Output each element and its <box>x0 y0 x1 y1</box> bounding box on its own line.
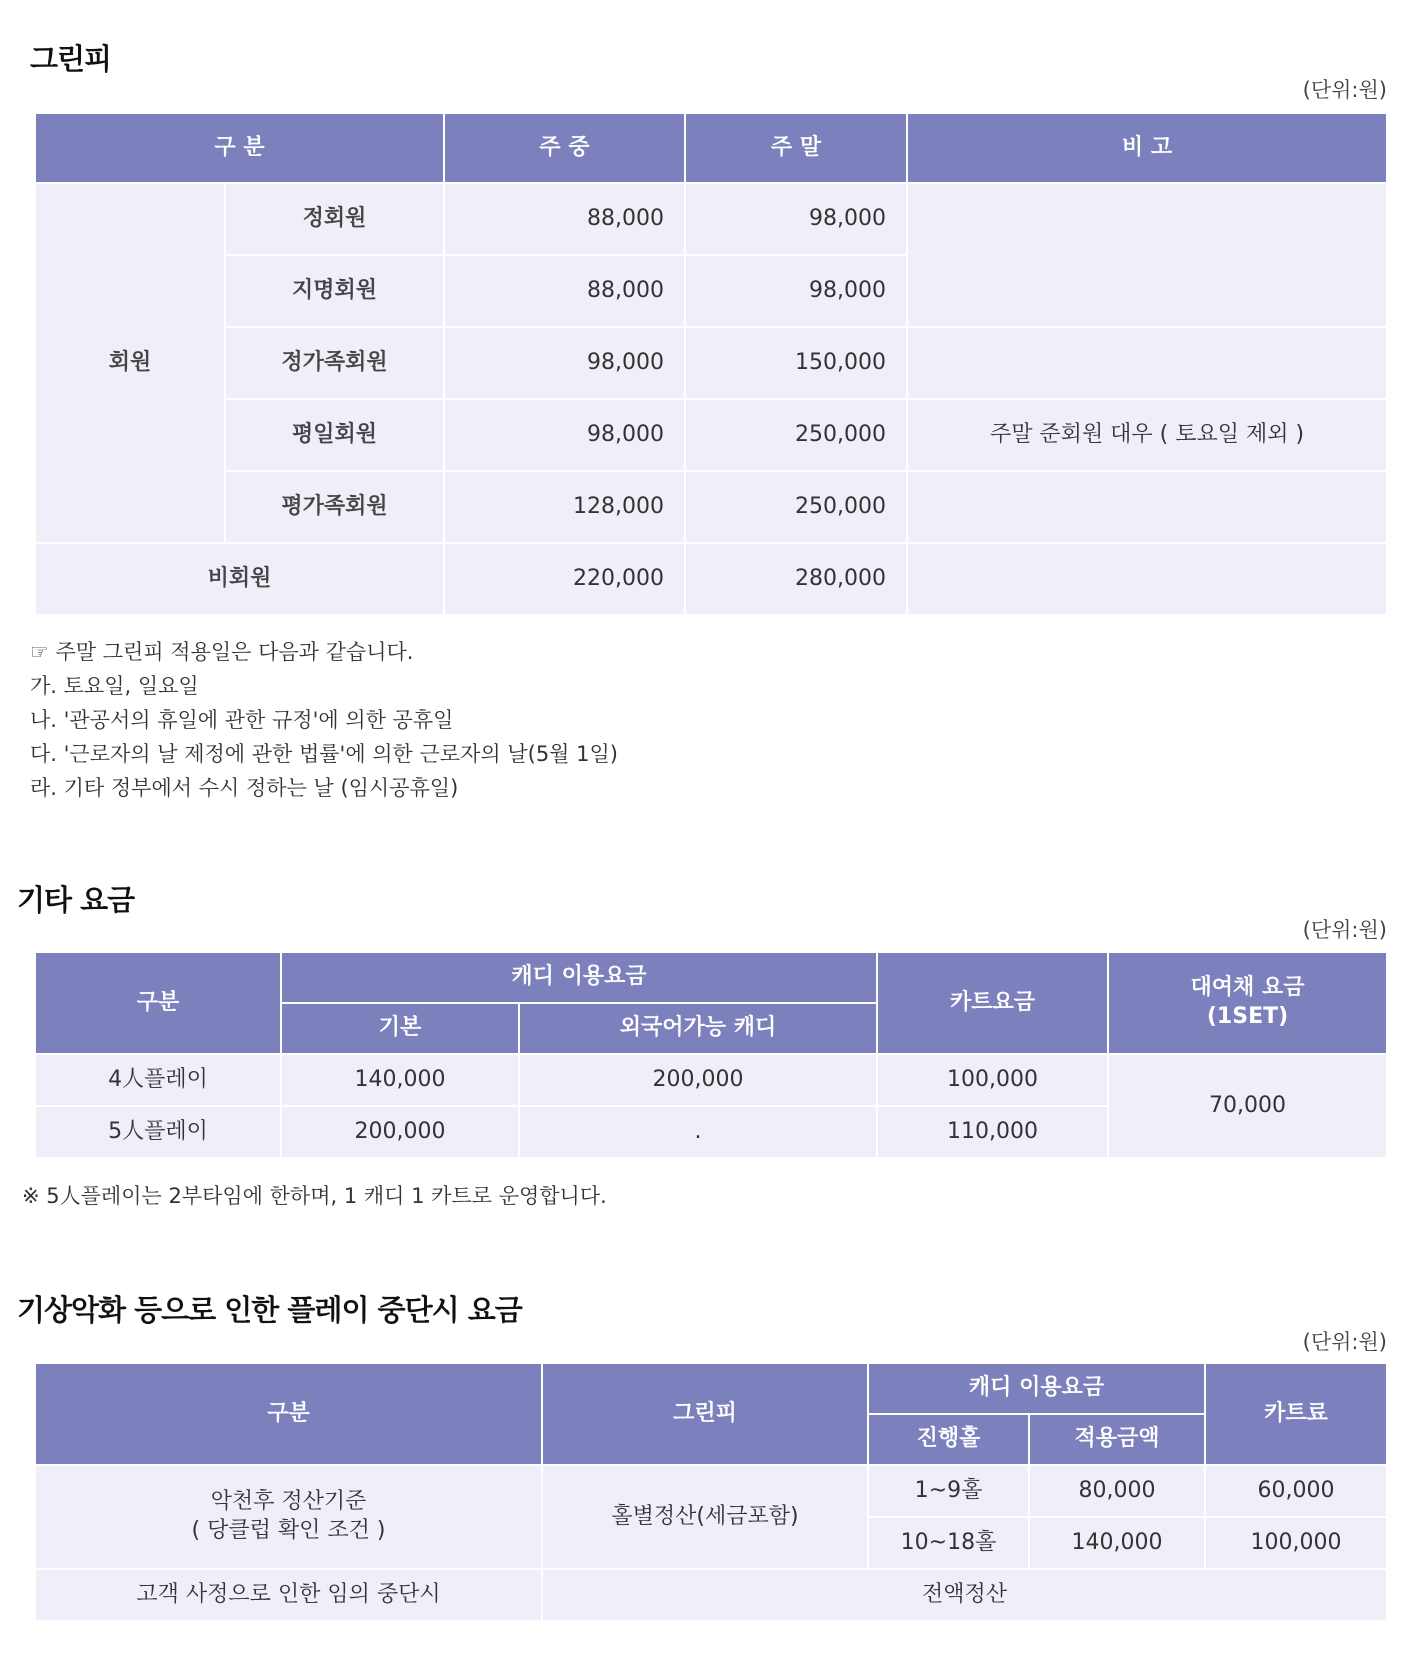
member-type: 평가족회원 <box>225 471 444 543</box>
member-type: 정가족회원 <box>225 327 444 399</box>
table-row <box>35 1569 1387 1621</box>
header-category: 구 분 <box>35 113 444 183</box>
cart-fee: 100,000 <box>1205 1517 1387 1569</box>
greenfee-rule: 홀별정산(세금포함) <box>542 1465 868 1569</box>
table-row <box>35 1465 1387 1517</box>
note-line: 라. 기타 정부에서 수시 정하는 날 (임시공휴일) <box>30 776 459 800</box>
play-type: 4人플레이 <box>35 1054 281 1106</box>
header-cart: 카트료 <box>1205 1363 1387 1465</box>
header-weekday: 주 중 <box>444 113 685 183</box>
bad-weather-label <box>35 1465 542 1569</box>
basic-fee: 140,000 <box>281 1054 519 1106</box>
weekday-fee: 88,000 <box>444 255 685 327</box>
rental-fee: 70,000 <box>1108 1054 1387 1158</box>
header-greenfee: 그린피 <box>542 1363 868 1465</box>
greenfee-notes <box>30 635 618 805</box>
play-type: 5人플레이 <box>35 1106 281 1158</box>
header-category: 구분 <box>35 1363 542 1465</box>
other-fees-unit-label: (단위:원) <box>1302 918 1387 942</box>
weekday-fee: 98,000 <box>444 399 685 471</box>
weekend-fee: 280,000 <box>685 543 907 615</box>
header-category: 구분 <box>35 952 281 1054</box>
weekend-fee: 98,000 <box>685 183 907 255</box>
greenfee-table <box>34 112 1388 616</box>
weekend-fee: 250,000 <box>685 471 907 543</box>
weather-unit-label: (단위:원) <box>1302 1330 1387 1354</box>
weekend-fee: 98,000 <box>685 255 907 327</box>
greenfee-title: 그린피 <box>30 42 112 76</box>
other-fees-footnote: ※ 5人플레이는 2부타임에 한하며, 1 캐디 1 카트로 운영합니다. <box>22 1184 607 1208</box>
header-rental-line2: (1SET) <box>1206 1004 1289 1029</box>
weekday-fee: 128,000 <box>444 471 685 543</box>
cart-fee: 110,000 <box>877 1106 1108 1158</box>
weather-table <box>34 1362 1388 1622</box>
weather-title: 기상악화 등으로 인한 플레이 중단시 요금 <box>17 1293 522 1327</box>
weekday-fee: 98,000 <box>444 327 685 399</box>
table-row <box>35 399 1387 471</box>
other-fees-title: 기타 요금 <box>17 883 135 917</box>
other-fees-table <box>34 951 1388 1159</box>
caddie-amount: 80,000 <box>1029 1465 1205 1517</box>
greenfee-unit-label: (단위:원) <box>1302 78 1387 102</box>
nonmember-label: 비회원 <box>35 543 444 615</box>
customer-stop-label: 고객 사정으로 인한 임의 중단시 <box>35 1569 542 1621</box>
weekend-fee: 150,000 <box>685 327 907 399</box>
weekend-fee: 250,000 <box>685 399 907 471</box>
table-row <box>35 327 1387 399</box>
member-type: 평일회원 <box>225 399 444 471</box>
header-caddie: 캐디 이용요금 <box>868 1363 1205 1414</box>
member-group-label: 회원 <box>35 183 225 543</box>
header-basic: 기본 <box>281 1003 519 1054</box>
note-line: 가. 토요일, 일요일 <box>30 674 199 698</box>
cart-fee: 100,000 <box>877 1054 1108 1106</box>
table-row <box>35 471 1387 543</box>
header-note: 비 고 <box>907 113 1387 183</box>
weekday-fee: 220,000 <box>444 543 685 615</box>
note-cell: 주말 준회원 대우 ( 토요일 제외 ) <box>907 399 1387 471</box>
holes-played: 10~18홀 <box>868 1517 1029 1569</box>
header-amount: 적용금액 <box>1029 1414 1205 1465</box>
holes-played: 1~9홀 <box>868 1465 1029 1517</box>
bad-weather-line1: 악천후 정산기준 <box>210 1489 367 1515</box>
note-line: 다. '근로자의 날 제정에 관한 법률'에 의한 근로자의 날(5월 1일) <box>30 742 618 766</box>
weekday-fee: 88,000 <box>444 183 685 255</box>
header-holes: 진행홀 <box>868 1414 1029 1465</box>
note-cell <box>907 327 1387 399</box>
caddie-amount: 140,000 <box>1029 1517 1205 1569</box>
weather-header-row <box>35 1363 1387 1414</box>
header-caddie: 캐디 이용요금 <box>281 952 877 1003</box>
table-row <box>35 543 1387 615</box>
header-weekend: 주 말 <box>685 113 907 183</box>
note-cell <box>907 183 1387 327</box>
foreign-fee: . <box>519 1106 877 1158</box>
header-cart: 카트요금 <box>877 952 1108 1054</box>
note-line: 나. '관공서의 휴일에 관한 규정'에 의한 공휴일 <box>30 708 454 732</box>
cart-fee: 60,000 <box>1205 1465 1387 1517</box>
note-line: ☞ 주말 그린피 적용일은 다음과 같습니다. <box>30 640 414 664</box>
table-row <box>35 1054 1387 1106</box>
note-cell <box>907 543 1387 615</box>
header-rental-line1: 대여채 요금 <box>1190 975 1305 1001</box>
basic-fee: 200,000 <box>281 1106 519 1158</box>
header-rental <box>1108 952 1387 1054</box>
note-cell <box>907 471 1387 543</box>
table-row <box>35 183 1387 255</box>
foreign-fee: 200,000 <box>519 1054 877 1106</box>
member-type: 지명회원 <box>225 255 444 327</box>
other-header-row <box>35 952 1387 1003</box>
bad-weather-line2: ( 당클럽 확인 조건 ) <box>191 1518 386 1543</box>
header-foreign: 외국어가능 캐디 <box>519 1003 877 1054</box>
greenfee-header-row <box>35 113 1387 183</box>
member-type: 정회원 <box>225 183 444 255</box>
customer-stop-rule: 전액정산 <box>542 1569 1387 1621</box>
